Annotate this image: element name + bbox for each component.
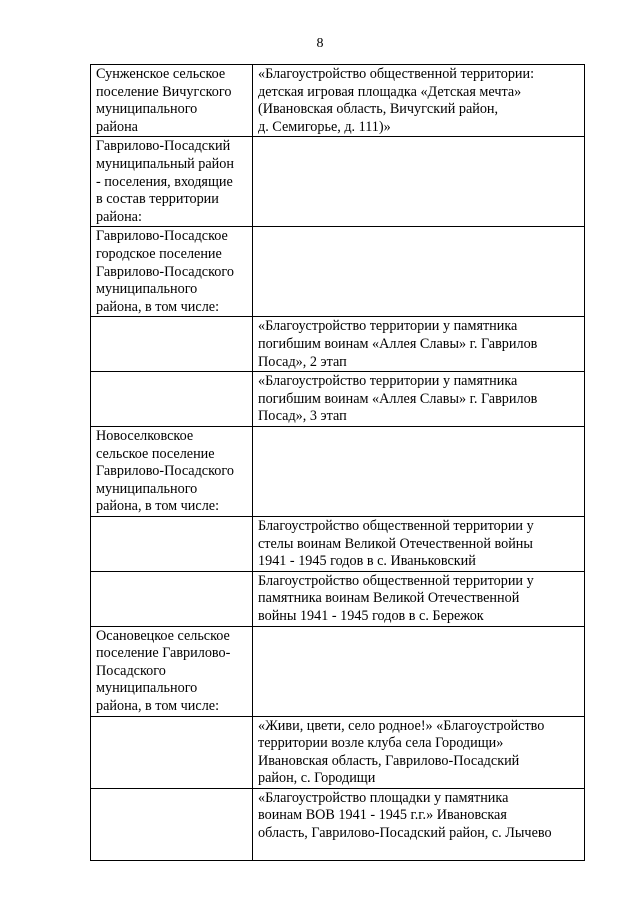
table-row — [91, 571, 585, 626]
object-cell: Благоустройство общественной территории у памятника воинам Великой Отечественной войны 1941 - 1945 годов в с. Бережок — [253, 571, 585, 626]
table-row — [91, 716, 585, 788]
object-cell: «Благоустройство площадки у памятника воинам ВОВ 1941 - 1945 г.г.» Ивановская область, Гаврилово-Посадский район, с. Лычево — [253, 788, 585, 860]
table-row — [91, 227, 585, 317]
municipality-cell — [91, 372, 253, 427]
table-row — [91, 137, 585, 227]
table-row — [91, 317, 585, 372]
municipality-cell — [91, 571, 253, 626]
municipality-cell: Сунженское сельское поселение Вичугского муниципального района — [91, 65, 253, 137]
municipality-cell — [91, 716, 253, 788]
municipality-cell: Осановецкое сельское поселение Гаврилово- Посадского муниципального района, в том числе: — [91, 626, 253, 716]
object-cell: «Благоустройство территории у памятника погибшим воинам «Аллея Славы» г. Гаврилов Посад», 3 этап — [253, 372, 585, 427]
municipality-cell — [91, 788, 253, 860]
table-row — [91, 788, 585, 860]
table-row — [91, 516, 585, 571]
table-row — [91, 626, 585, 716]
municipality-cell — [91, 317, 253, 372]
table-row — [91, 372, 585, 427]
municipality-cell: Новоселковское сельское поселение Гаврилово-Посадского муниципального района, в том числе: — [91, 426, 253, 516]
object-cell — [253, 137, 585, 227]
object-cell: «Живи, цвети, село родное!» «Благоустройство территории возле клуба села Городищи» Ивановская область, Гаврилово-Посадский район, с. Городищи — [253, 716, 585, 788]
municipality-cell: Гаврилово-Посадский муниципальный район - поселения, входящие в состав территории района: — [91, 137, 253, 227]
municipality-projects-table — [90, 64, 585, 861]
table-row — [91, 65, 585, 137]
object-cell — [253, 227, 585, 317]
object-cell: Благоустройство общественной территории у стелы воинам Великой Отечественной войны 1941 - 1945 годов в с. Иваньковский — [253, 516, 585, 571]
object-cell: «Благоустройство территории у памятника погибшим воинам «Аллея Славы» г. Гаврилов Посад», 2 этап — [253, 317, 585, 372]
municipality-cell: Гаврилово-Посадское городское поселение Гаврилово-Посадского муниципального района, в том числе: — [91, 227, 253, 317]
page-number: 8 — [316, 36, 324, 51]
table-row — [91, 426, 585, 516]
municipality-cell — [91, 516, 253, 571]
object-cell: «Благоустройство общественной территории: детская игровая площадка «Детская мечта» (Ивановская область, Вичугский район, д. Семигорье, д. 111)» — [253, 65, 585, 137]
object-cell — [253, 626, 585, 716]
object-cell — [253, 426, 585, 516]
